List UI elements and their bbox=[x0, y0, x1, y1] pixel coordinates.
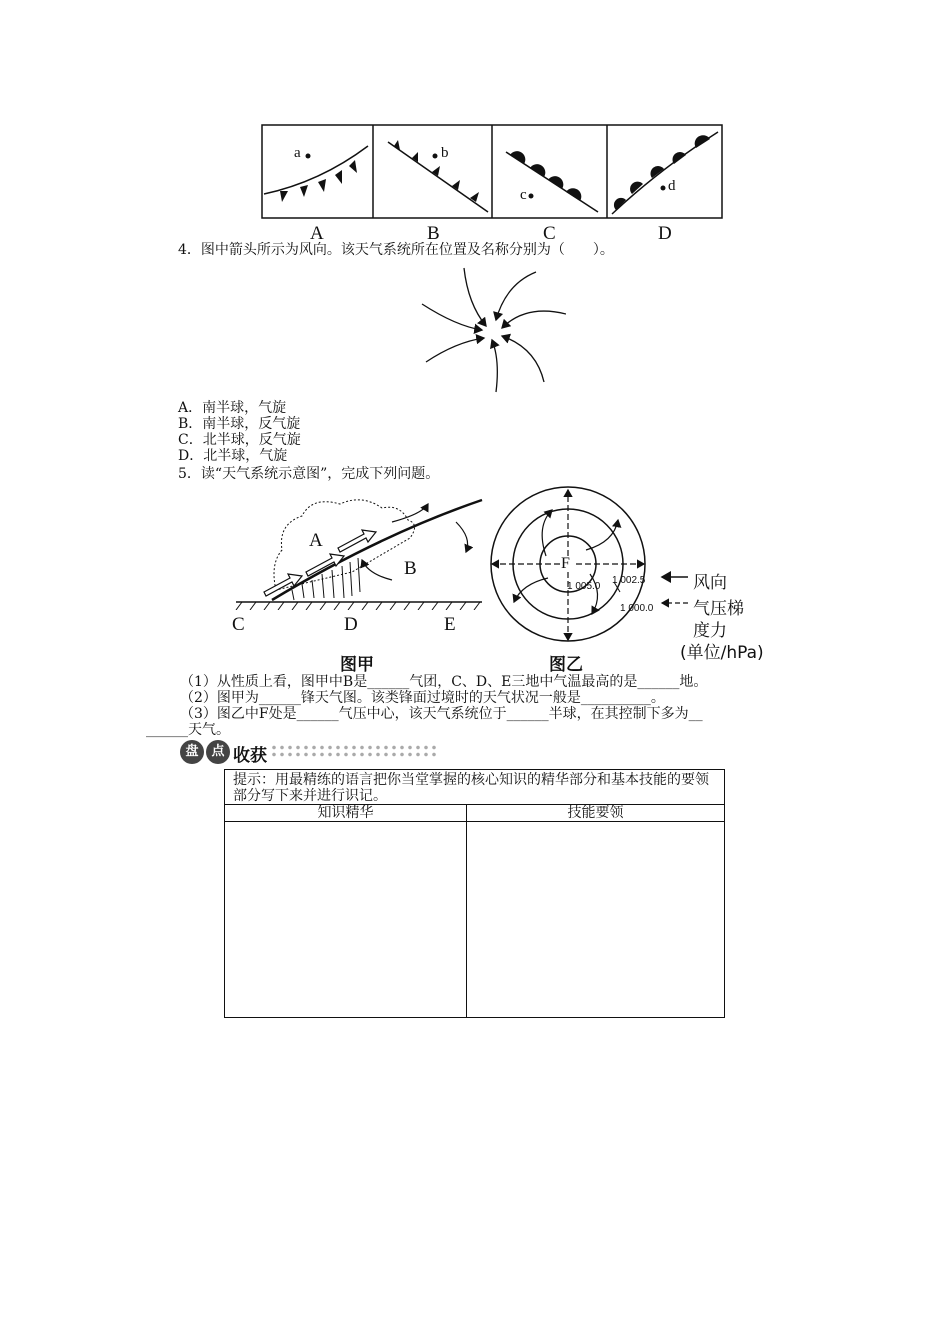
q5-sub1: （1）从性质上看，图甲中B是______气团，C、D、E三地中气温最高的是______地。 bbox=[180, 674, 708, 690]
summary-table bbox=[224, 769, 725, 1018]
isobar-label-1000: 1 000.0 bbox=[620, 603, 654, 614]
isobar-label-1002: 1 002.5 bbox=[612, 575, 646, 586]
jia-label-e: E bbox=[444, 614, 456, 635]
jia-label-c: C bbox=[232, 614, 245, 635]
jia-label-b: B bbox=[404, 558, 417, 579]
box-a-label: A bbox=[310, 223, 324, 244]
isobar-center-f: F bbox=[561, 555, 570, 572]
q4-option-d: D．北半球，气旋 bbox=[178, 448, 288, 464]
front-symbols-figure bbox=[260, 124, 726, 244]
skills-cell[interactable] bbox=[467, 822, 724, 1017]
legend-gradient-1: 气压梯 bbox=[693, 599, 744, 619]
col-knowledge-header: 知识精华 bbox=[317, 805, 374, 821]
q5-stem: 5．读“天气系统示意图”，完成下列问题。 bbox=[178, 466, 440, 482]
q5-sub3-line1: （3）图乙中F处是______气压中心，该天气系统位于______半球，在其控制下多为__ bbox=[180, 706, 703, 722]
legend-arrows bbox=[660, 570, 692, 614]
fig-jia-caption: 图甲 bbox=[340, 655, 374, 675]
isobar-label-1005: 1 005.0 bbox=[567, 581, 601, 592]
summary-badge-2: 点 bbox=[206, 740, 230, 764]
q5-sub2: （2）图甲为______锋天气图。该类锋面过境时的天气状况一般是__________。 bbox=[180, 690, 665, 706]
jia-label-a: A bbox=[309, 530, 323, 551]
box-d-label: D bbox=[658, 223, 672, 244]
jia-label-d: D bbox=[344, 614, 358, 635]
q4-stem: 4．图中箭头所示为风向。该天气系统所在位置及名称分别为（ ）。 bbox=[178, 242, 614, 258]
fig-yi-caption: 图乙 bbox=[549, 655, 583, 675]
legend-wind: 风向 bbox=[693, 573, 727, 593]
point-a-label: a bbox=[294, 145, 301, 161]
wind-spiral-figure bbox=[416, 264, 566, 394]
q5-sub3-line2: ______天气。 bbox=[146, 722, 230, 738]
legend-gradient-2: 度力 bbox=[693, 621, 727, 641]
point-d-label: d bbox=[668, 178, 676, 194]
point-c-label: c bbox=[520, 187, 527, 203]
q4-option-c: C．北半球，反气旋 bbox=[178, 432, 301, 448]
legend-unit: (单位/hPa) bbox=[680, 643, 764, 663]
summary-badge-1: 盘 bbox=[180, 740, 204, 764]
q4-option-a: A．南半球，气旋 bbox=[178, 400, 287, 416]
box-c-label: C bbox=[543, 223, 556, 244]
box-b-label: B bbox=[427, 223, 440, 244]
knowledge-cell[interactable] bbox=[225, 822, 466, 1017]
front-section-figure bbox=[232, 494, 484, 610]
summary-title: 收获 bbox=[233, 746, 267, 766]
q4-option-b: B．南半球，反气旋 bbox=[178, 416, 301, 432]
summary-hint: 提示：用最精练的语言把你当堂掌握的核心知识的精华部分和基本技能的要领部分写下来并进行识记。 bbox=[233, 772, 709, 804]
col-skills-header: 技能要领 bbox=[567, 805, 624, 821]
point-b-label: b bbox=[441, 145, 449, 161]
summary-divider-dots bbox=[270, 744, 438, 758]
